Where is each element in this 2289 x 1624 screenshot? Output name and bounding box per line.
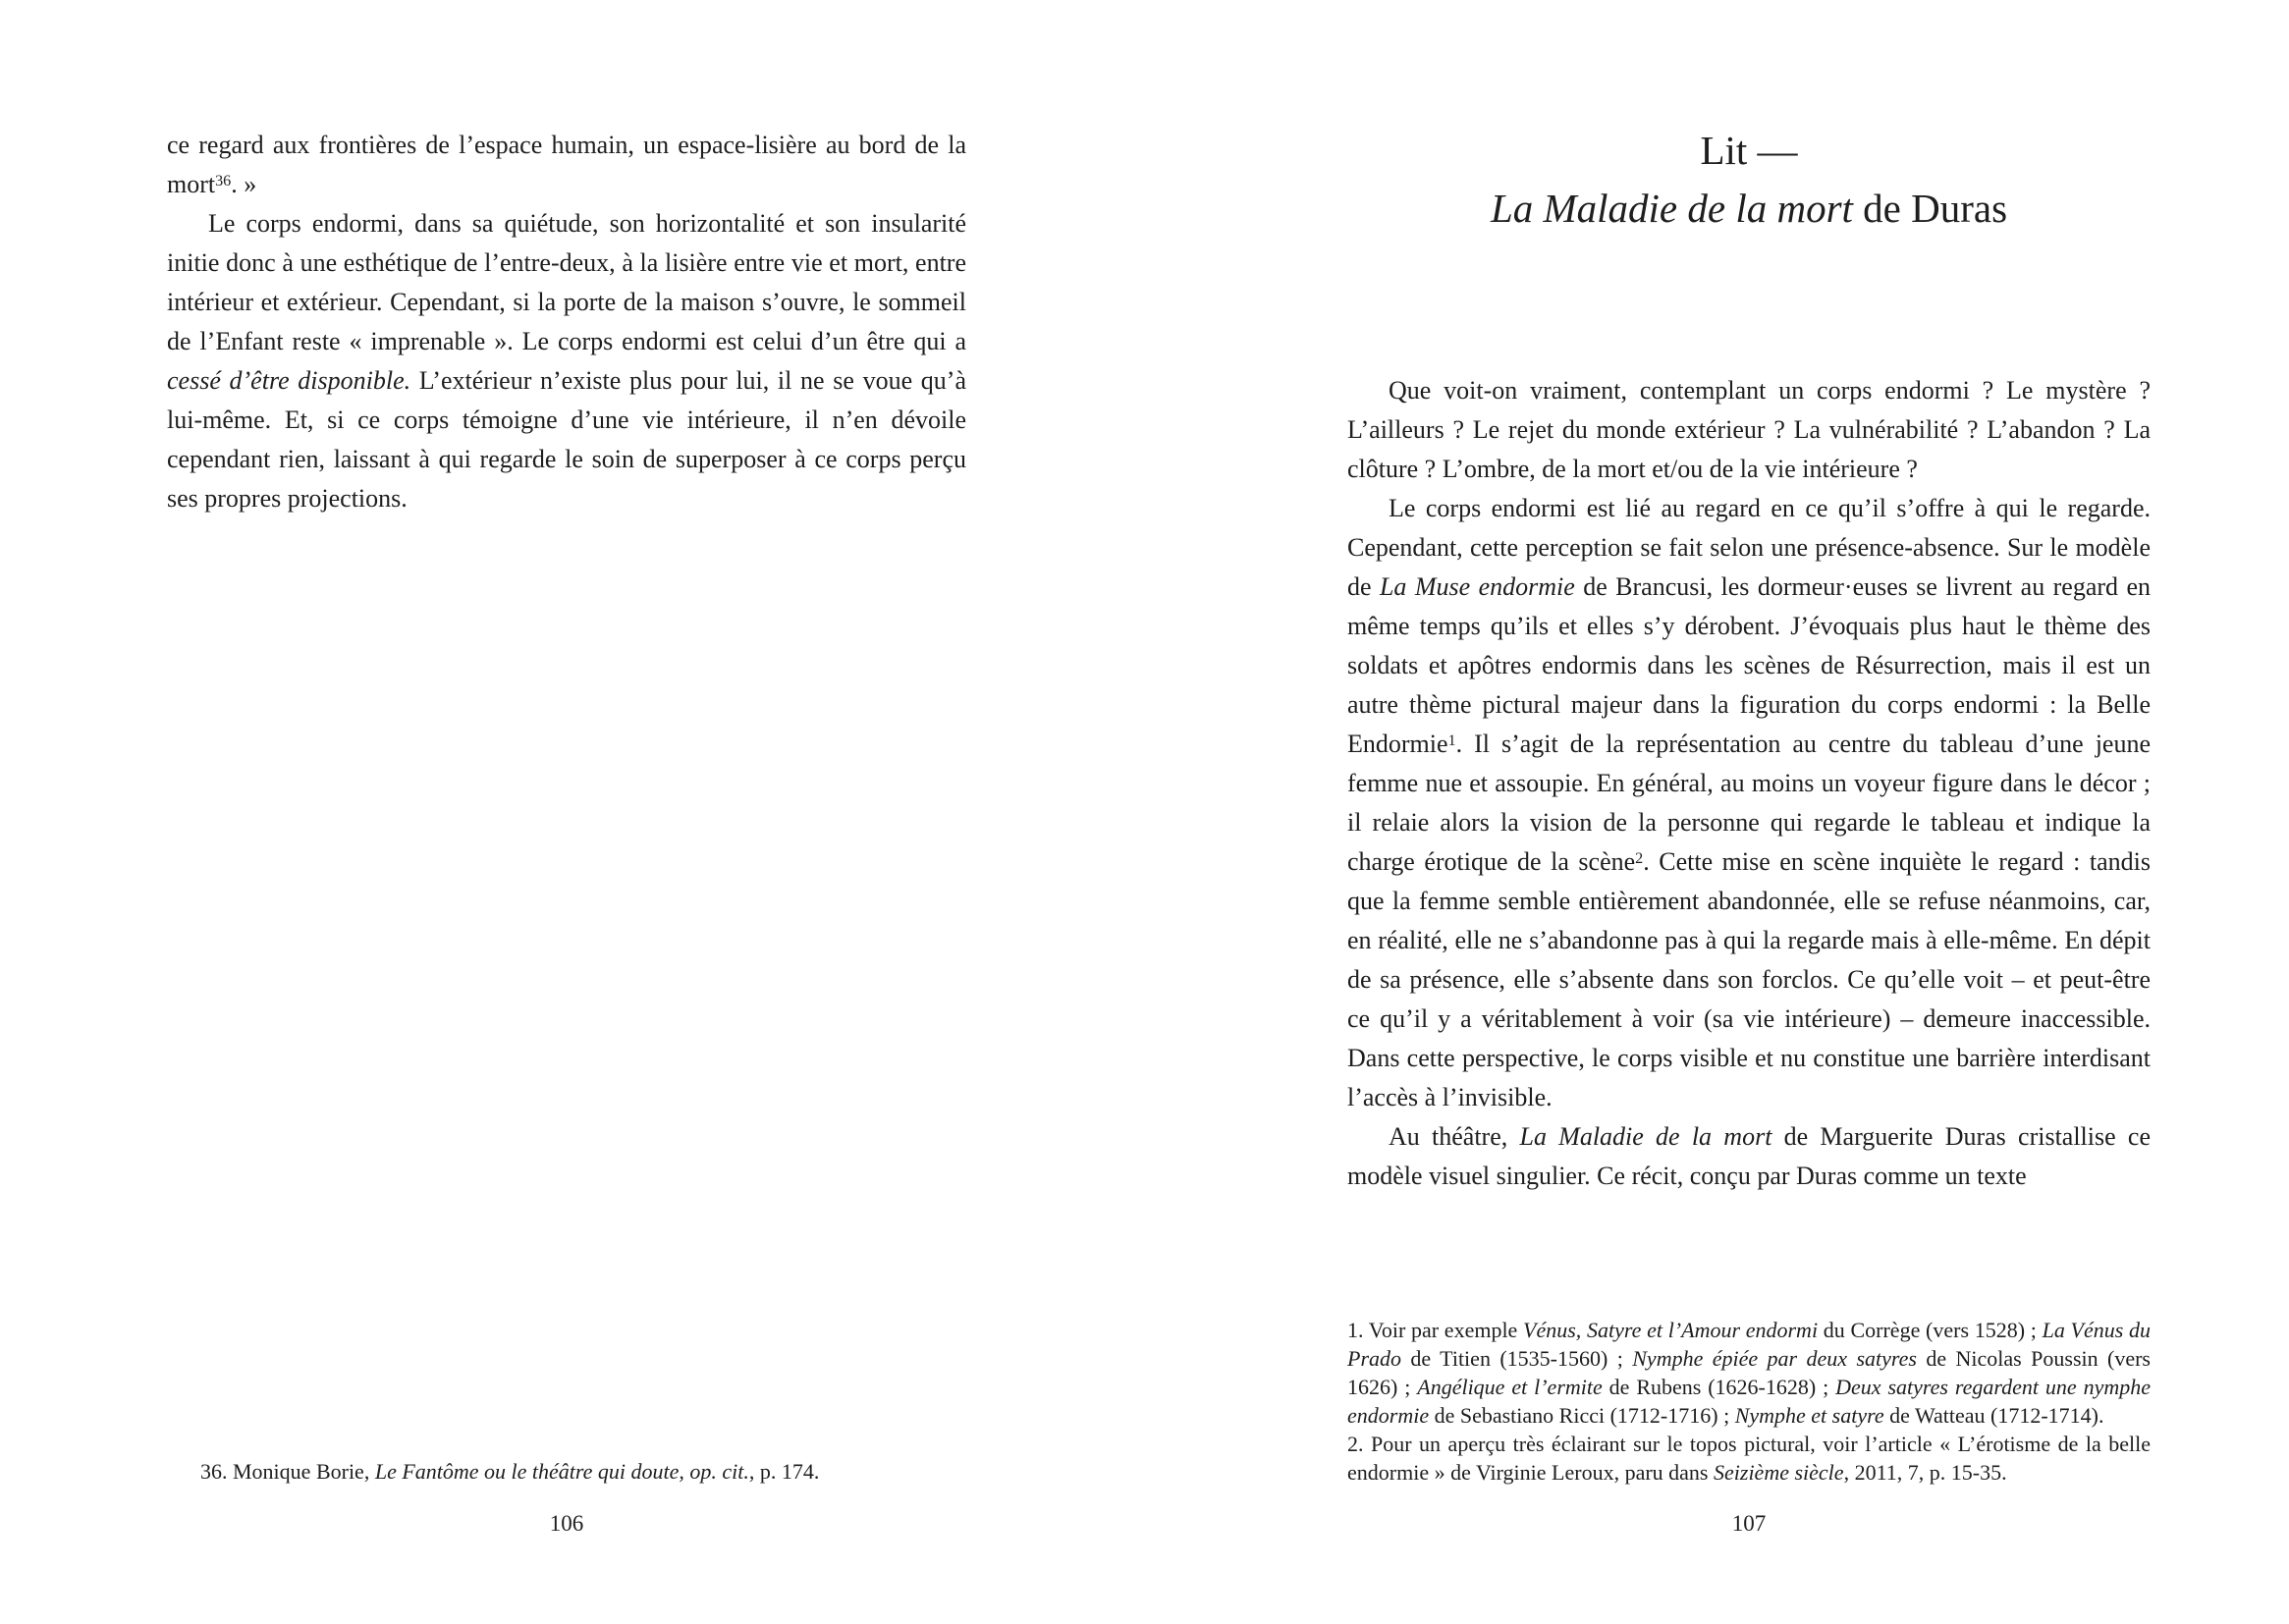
page-left: [0, 0, 1144, 1624]
right-page-footnotes: [1347, 1316, 2151, 1487]
right-paragraph-2: Le corps endormi est lié au regard en ce qu’il s’offre à qui le regarde. Cependant, cette perception se fait selon une présence-absence. Sur le modèle de La Muse endormie de Brancusi, les dormeur·euses se livrent au regard en même temps qu’ils et elles s’y dérobent. J’évoquais plus haut le thème des soldats et apôtres endormis dans les scènes de Résurrection, mais il est un autre thème pictural majeur dans la figuration du corps endormi : la Belle Endormie$^1$. Il s’agit de la représentation au centre du tableau d’une jeune femme nue et assoupie. En général, au moins un voyeur figure dans le décor ; il relaie alors la vision de la personne qui regarde le tableau et indique la charge érotique de la scène$^2$. Cette mise en scène inquiète le regard : tandis que la femme semble entièrement abandonnée, elle se refuse néanmoins, car, en réalité, elle ne s’abandonne pas à qui la regarde mais à elle-même. En dépit de sa présence, elle s’absente dans son forclos. Ce qu’elle voit – et peut-être ce qu’il y a véritablement à voir (sa vie intérieure) – demeure inaccessible. Dans cette perspective, le corps visible et nu constitue une barrière interdisant l’accès à l’invisible.: [1347, 494, 2151, 1111]
right-page-number: 107: [1731, 1511, 1767, 1536]
chapter-title-line2: La Maladie de la mort de Duras: [1490, 186, 2008, 231]
right-paragraph-1: Que voit-on vraiment, contemplant un corps endormi ? Le mystère ? L’ailleurs ? Le rejet du monde extérieur ? La vulnérabilité ? L’abandon ? La clôture ? L’ombre, de la mort et/ou de la vie intérieure ?: [1347, 376, 2151, 483]
footnote-1: 1. Voir par exemple Vénus, Satyre et l’Amour endormi du Corrège (vers 1528) ; La Vénus du Prado de Titien (1535-1560) ; Nymphe épiée par deux satyres de Nicolas Poussin (vers 1626) ; Angélique et l’ermite de Rubens (1626-1628) ; Deux satyres regardent une nymphe endormie de Sebastiano Ricci (1712-1716) ; Nymphe et satyre de Watteau (1712-1714).: [1347, 1318, 2152, 1428]
left-paragraph-continuation: ce regard aux frontières de l’espace humain, un espace-lisière au bord de la mort$^{36}$. »: [167, 131, 966, 198]
footnote-36: 36. Monique Borie, Le Fantôme ou le théâtre qui doute, op. cit., p. 174.: [200, 1459, 820, 1484]
left-paragraph: Le corps endormi, dans sa quiétude, son horizontalité et son insularité initie donc à une esthétique de l’entre-deux, à la lisière entre vie et mort, entre intérieur et extérieur. Cependant, si la porte de la maison s’ouvre, le sommeil de l’Enfant reste « imprenable ». Le corps endormi est celui d’un être qui a cessé d’être disponible. L’extérieur n’existe plus pour lui, il ne se voue qu’à lui-même. Et, si ce corps témoigne d’une vie intérieure, il n’en dévoile cependant rien, laissant à qui regarde le soin de superposer à ce corps perçu ses propres projections.: [167, 209, 966, 513]
page-right: [1144, 0, 2289, 1624]
right-page-body: [1347, 371, 2151, 1196]
left-page-footnotes: [167, 1457, 966, 1486]
right-paragraph-3: Au théâtre, La Maladie de la mort de Marguerite Duras cristallise ce modèle visuel singulier. Ce récit, conçu par Duras comme un texte: [1347, 1122, 2151, 1190]
left-page-body: [167, 126, 966, 518]
footnote-2: 2. Pour un aperçu très éclairant sur le topos pictural, voir l’article « L’érotisme de la belle endormie » de Virginie Leroux, paru dans Seizième siècle, 2011, 7, p. 15-35.: [1347, 1432, 2151, 1485]
chapter-title-line1: Lit —: [1700, 128, 1798, 173]
chapter-title: [1347, 122, 2151, 238]
left-page-number: 106: [549, 1511, 584, 1536]
